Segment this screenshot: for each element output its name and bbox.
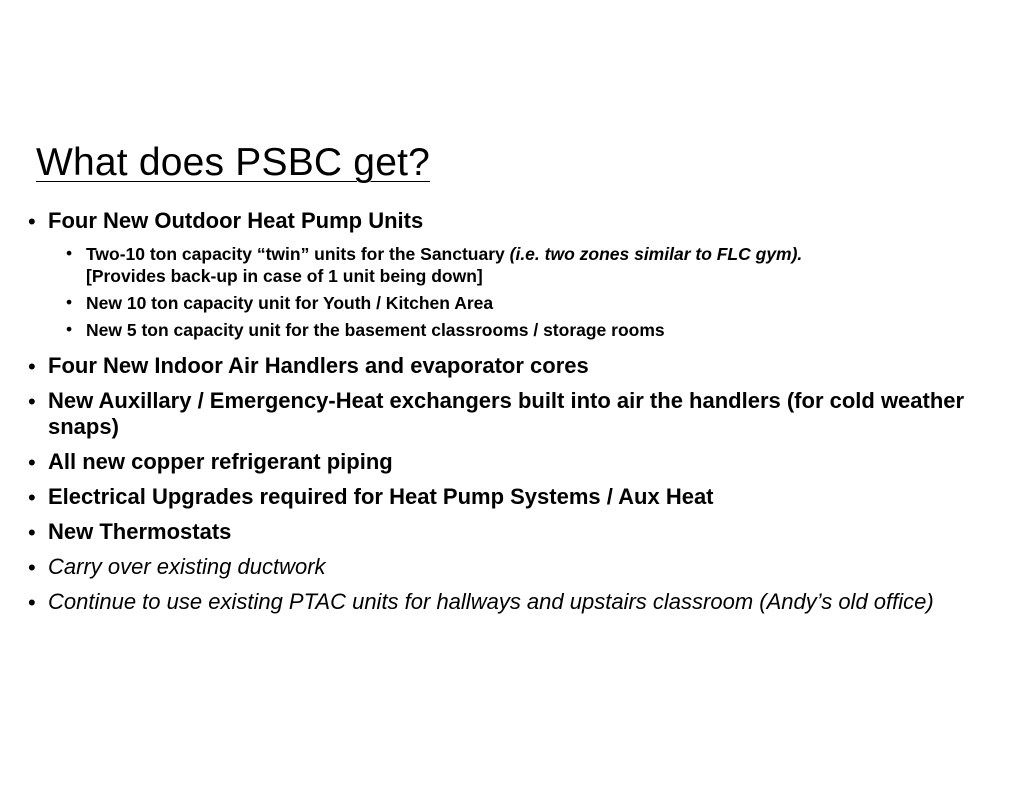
bullet-list <box>28 208 988 624</box>
sub-item-emphasis: (i.e. two zones similar to FLC gym). <box>509 244 803 264</box>
list-item <box>28 388 988 440</box>
sub-list-item <box>66 292 988 314</box>
list-item <box>28 353 988 379</box>
bullet-icon: • <box>28 354 36 379</box>
list-item <box>28 519 988 545</box>
bullet-icon: • <box>66 319 73 339</box>
list-item <box>28 589 988 615</box>
bullet-icon: • <box>66 292 73 312</box>
list-item <box>28 554 988 580</box>
item-text: Carry over existing ductwork <box>48 554 326 579</box>
item-text: New Auxillary / Emergency-Heat exchangers built into air the handlers (for cold weather snaps) <box>48 388 965 439</box>
sub-item-text <box>86 243 988 265</box>
item-text: Continue to use existing PTAC units for hallways and upstairs classroom (Andy’s old office) <box>48 589 934 614</box>
sub-item-main: Two-10 ton capacity “twin” units for the Sanctuary <box>86 244 510 264</box>
bullet-icon: • <box>28 555 36 580</box>
bullet-icon: • <box>28 209 36 234</box>
bullet-icon: • <box>66 243 73 263</box>
sub-item-text: New 10 ton capacity unit for Youth / Kitchen Area <box>86 293 494 313</box>
item-text: Four New Indoor Air Handlers and evaporator cores <box>48 353 589 378</box>
item-text: New Thermostats <box>48 519 232 544</box>
sub-item-line2: [Provides back-up in case of 1 unit being down] <box>86 266 483 286</box>
list-item <box>28 449 988 475</box>
list-item <box>28 484 988 510</box>
bullet-icon: • <box>28 590 36 615</box>
bullet-icon: • <box>28 520 36 545</box>
slide-title: What does PSBC get? <box>36 141 431 184</box>
sub-list <box>66 243 988 341</box>
sub-item-text: New 5 ton capacity unit for the basement classrooms / storage rooms <box>86 320 665 340</box>
sub-list-item <box>66 319 988 341</box>
item-text: All new copper refrigerant piping <box>48 449 393 474</box>
item-text: Four New Outdoor Heat Pump Units <box>48 208 424 233</box>
bullet-icon: • <box>28 485 36 510</box>
item-text: Electrical Upgrades required for Heat Pump Systems / Aux Heat <box>48 484 714 509</box>
bullet-icon: • <box>28 389 36 414</box>
bullet-icon: • <box>28 450 36 475</box>
list-item <box>28 208 988 234</box>
sub-list-item <box>66 243 988 287</box>
